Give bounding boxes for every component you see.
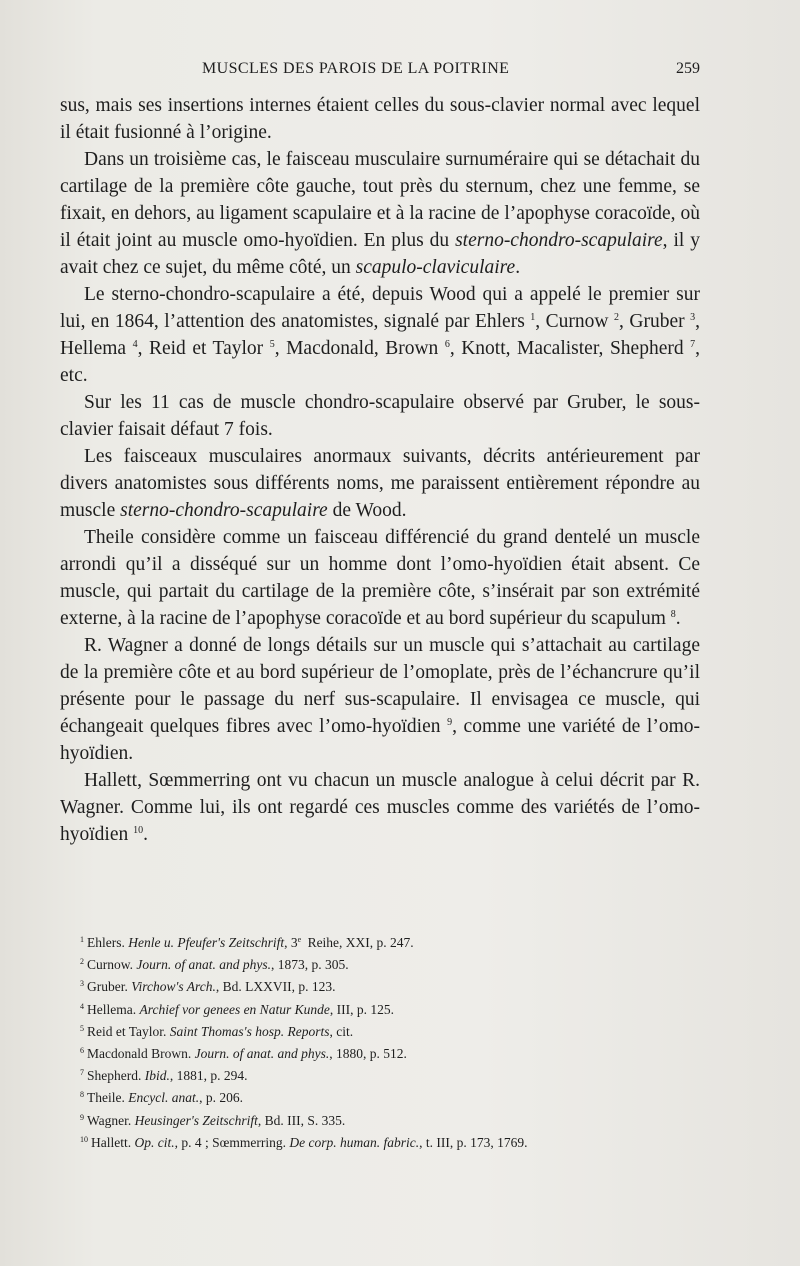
footnote-ref-6: 6 — [444, 339, 450, 350]
paragraph-gruber: Sur les 11 cas de muscle chondro-scapulaire observé par Gruber, le sous-clavier faisait défaut 7 fois. — [60, 392, 700, 440]
running-title: MUSCLES DES PAROIS DE LA POITRINE — [202, 60, 510, 77]
footnote-ref-8: 8 — [670, 609, 676, 620]
main-text — [60, 92, 700, 848]
paragraph-wagner: R. Wagner a donné de longs détails sur un muscle qui s’attachait au cartilage de la première côte et au bord supérieur de l’omoplate, près de l’échancrure qu’il présente pour le passage du nerf sus-scapulaire. Il envisagea ce muscle, qui échangeait quelques fibres avec l’omo-hyoïdien $^9$, comme une variété de l’omo-hyoïdien. — [60, 635, 700, 764]
running-header — [60, 60, 700, 86]
paragraph-anomalous-bundles: Les faisceaux musculaires anormaux suivants, décrits antérieurement par divers anatomistes sous différents noms, me paraissent entièrement répondre au muscle sterno-chondro-scapulaire de Wood. — [60, 446, 700, 521]
paragraph-hallett: Hallett, Sœmmerring ont vu chacun un muscle analogue à celui décrit par R. Wagner. Comme lui, ils ont regardé ces muscles comme des variétés de l’omo-hyoïdien $^{10}$. — [60, 770, 700, 845]
footnote-ref-5: 5 — [269, 339, 275, 350]
footnote: $^6$ Macdonald Brown. Journ. of anat. and phys., 1880, p. 512. — [80, 1046, 407, 1062]
footnote: $^1$ Ehlers. Henle u. Pfeufer's Zeitschrift, 3e Reihe, XXI, p. 247. — [80, 935, 414, 950]
footnotes — [80, 932, 700, 1154]
footnote: $^8$ Theile. Encycl. anat., p. 206. — [80, 1090, 243, 1106]
footnote: $^2$ Curnow. Journ. of anat. and phys., 1873, p. 305. — [80, 957, 349, 973]
footnote: $^5$ Reid et Taylor. Saint Thomas's hosp. Reports, cit. — [80, 1023, 354, 1039]
footnote: $^4$ Hellema. Archief vor genees en Natur Kunde, III, p. 125. — [80, 1001, 394, 1017]
footnote-ref-10: 10 — [133, 825, 144, 836]
page-number: 259 — [676, 60, 700, 77]
footnote-ref-7: 7 — [690, 339, 696, 350]
paragraph-third-case: Dans un troisième cas, le faisceau musculaire surnuméraire qui se détachait du cartilage de la première côte gauche, tout près du sternum, chez une femme, se fixait, en dehors, au ligament scapulaire et à la racine de l’apophyse coracoïde, où il était joint au muscle omo-hyoïdien. En plus du sterno-chondro-scapulaire, il y avait chez ce sujet, du même côté, un scapulo-claviculaire. — [60, 149, 700, 278]
paragraph-history: Le sterno-chondro-scapulaire a été, depuis Wood qui a appelé le premier sur lui, en 1864, l’attention des anatomistes, signalé par Ehlers $^1$, Curnow $^2$, Gruber $^3$, Hellema $^4$, Reid et Taylor $^5$, Macdonald, Brown $^6$, Knott, Macalister, Shepherd $^7$, etc. — [60, 284, 700, 386]
paragraph-theile: Theile considère comme un faisceau différencié du grand dentelé un muscle arrondi qu’il a disséqué sur un homme dont l’omo-hyoïdien était absent. Ce muscle, qui partait du cartilage de la première côte, s’insérait par son extrémité externe, à la racine de l’apophyse coracoïde et au bord supérieur du scapulum $^8$. — [60, 527, 700, 629]
footnote: $^9$ Wagner. Heusinger's Zeitschrift, Bd. III, S. 335. — [80, 1112, 346, 1128]
footnote: $^{10}$ Hallett. Op. cit., p. 4 ; Sœmmerring. De corp. human. fabric., t. III, p. 173, 1769. — [80, 1134, 528, 1150]
footnote-ref-9: 9 — [447, 717, 453, 728]
footnote: $^3$ Gruber. Virchow's Arch., Bd. LXXVII, p. 123. — [80, 979, 336, 995]
paragraph-continuation: sus, mais ses insertions internes étaient celles du sous-clavier normal avec lequel il était fusionné à l’origine. — [60, 95, 700, 143]
footnote-ref-2: 2 — [614, 312, 620, 323]
footnote-ref-4: 4 — [132, 339, 138, 350]
footnote-ref-3: 3 — [690, 312, 696, 323]
footnote-ref-1: 1 — [530, 312, 536, 323]
footnote: $^7$ Shepherd. Ibid., 1881, p. 294. — [80, 1068, 248, 1084]
